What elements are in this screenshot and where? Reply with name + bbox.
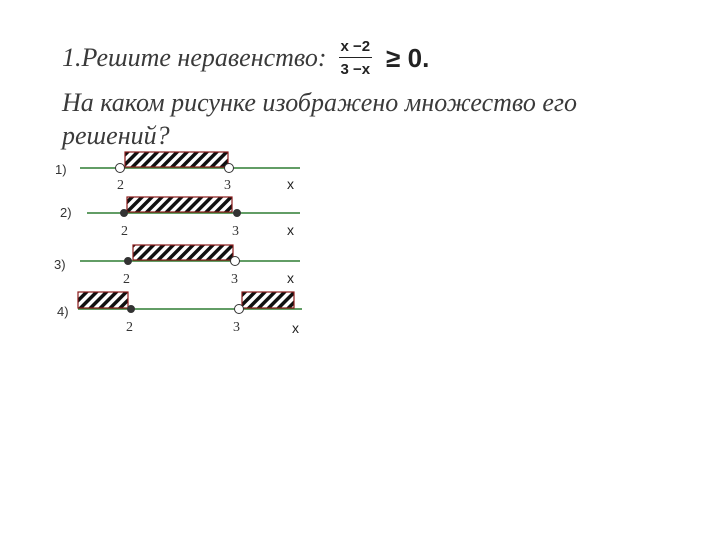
axis-label-x: x: [287, 222, 294, 238]
option-4[interactable]: [57, 292, 302, 336]
open-point-2: [116, 164, 125, 173]
inequality-rhs: ≥ 0.: [386, 42, 430, 73]
option-label: 2): [60, 205, 72, 220]
shaded-ray-left: [78, 292, 128, 308]
tick-label-3: 3: [232, 224, 239, 239]
closed-point-2: [121, 210, 128, 217]
option-label: 1): [55, 162, 67, 177]
axis-label-x: x: [287, 270, 294, 286]
tick-label-3: 3: [233, 320, 240, 335]
option-label: 3): [54, 257, 66, 272]
tick-label-2: 2: [117, 178, 124, 193]
fraction-denominator: 3 −x: [340, 61, 371, 78]
shaded-interval: [133, 245, 233, 260]
option-3[interactable]: [54, 245, 300, 287]
axis-label-x: x: [292, 320, 299, 336]
tick-label-2: 2: [123, 272, 130, 287]
shaded-ray-right: [242, 292, 294, 308]
closed-point-2: [128, 306, 135, 313]
tick-label-2: 2: [126, 320, 133, 335]
tick-label-3: 3: [224, 178, 231, 193]
option-label: 4): [57, 304, 69, 319]
open-point-3: [225, 164, 234, 173]
fraction-numerator: x −2: [339, 38, 373, 58]
option-1[interactable]: [55, 152, 300, 193]
tick-label-3: 3: [231, 272, 238, 287]
tick-label-2: 2: [121, 224, 128, 239]
open-point-3: [231, 257, 240, 266]
shaded-interval: [125, 152, 228, 167]
closed-point-3: [234, 210, 241, 217]
shaded-interval: [127, 197, 232, 212]
axis-label-x: x: [287, 176, 294, 192]
open-point-3: [235, 305, 244, 314]
task-text: 1.Решите неравенство:: [62, 43, 327, 72]
closed-point-2: [125, 258, 132, 265]
question-text: На каком рисунке изображено множество его решений?: [62, 88, 578, 150]
option-2[interactable]: [60, 197, 300, 239]
